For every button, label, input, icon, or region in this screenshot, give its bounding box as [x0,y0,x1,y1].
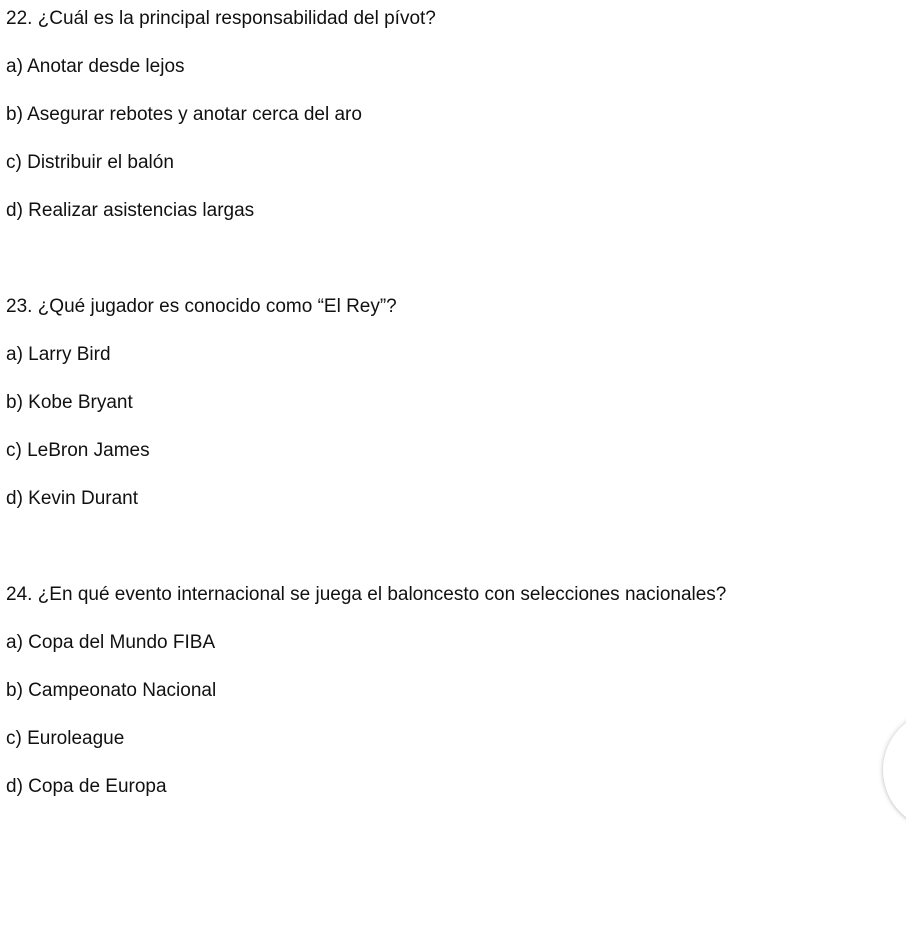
question-title: 23. ¿Qué jugador es conocido como “El Rey”? [6,296,397,317]
question-title: 22. ¿Cuál es la principal responsabilidad del pívot? [6,8,436,29]
option-a: a) Copa del Mundo FIBA [6,632,216,653]
question-22 [6,7,896,223]
option-a: a) Larry Bird [6,344,111,365]
option-a: a) Anotar desde lejos [6,56,185,77]
option-d: d) Copa de Europa [6,776,167,797]
question-title: 24. ¿En qué evento internacional se juega el baloncesto con selecciones nacionales? [6,584,727,605]
option-b: b) Campeonato Nacional [6,680,217,701]
option-b: b) Kobe Bryant [6,392,133,413]
option-d: d) Kevin Durant [6,488,139,509]
option-b: b) Asegurar rebotes y anotar cerca del aro [6,104,362,125]
option-c: c) Euroleague [6,728,125,749]
question-23 [6,295,896,511]
question-24 [6,583,896,799]
option-c: c) Distribuir el balón [6,152,174,173]
option-d: d) Realizar asistencias largas [6,200,255,221]
option-c: c) LeBron James [6,440,150,461]
